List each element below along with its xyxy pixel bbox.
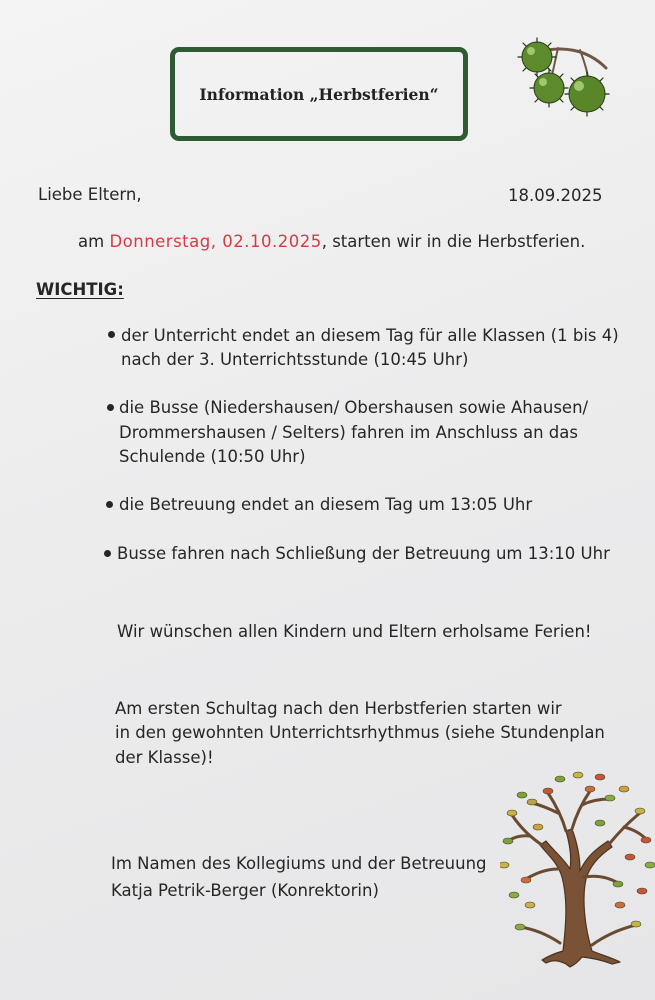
signature-author: Katja Petrik-Berger (Konrektorin) [111, 881, 379, 900]
closing-line: der Klasse)! [115, 748, 214, 767]
important-label: WICHTIG: [36, 280, 124, 299]
bullet-line: Busse fahren nach Schließung der Betreuung um 13:10 Uhr [117, 544, 610, 563]
holiday-wish: Wir wünschen allen Kindern und Eltern erholsame Ferien! [117, 622, 592, 641]
bullet-dot [106, 501, 113, 508]
intro-suffix: , starten wir in die Herbstferien. [321, 232, 586, 251]
letter-date: 18.09.2025 [508, 186, 603, 205]
signature-line: Im Namen des Kollegiums und der Betreuung [111, 854, 487, 873]
bullet-dot [104, 550, 111, 557]
intro-line [78, 230, 585, 253]
bullet-line: Schulende (10:50 Uhr) [119, 447, 306, 466]
bullet-line: die Betreuung endet an diesem Tag um 13:05 Uhr [119, 495, 533, 514]
bullet-line: nach der 3. Unterrichtsstunde (10:45 Uhr) [121, 350, 469, 369]
bullet-line: der Unterricht endet an diesem Tag für alle Klassen (1 bis 4) [121, 326, 619, 345]
holiday-start-date: Donnerstag, 02.10.2025 [109, 232, 322, 251]
bullet-dot [107, 404, 114, 411]
greeting: Liebe Eltern, [38, 185, 142, 204]
closing-line: Am ersten Schultag nach den Herbstferien starten wir [115, 699, 562, 718]
intro-prefix: am [78, 232, 110, 251]
chestnut-branch-icon [506, 36, 612, 118]
closing-line: in den gewohnten Unterrichtsrhythmus (siehe Stundenplan [115, 723, 605, 742]
bullet-line: die Busse (Niedershausen/ Obershausen sowie Ahausen/ [119, 398, 589, 417]
page-title: Information „Herbstferien“ [199, 84, 439, 104]
title-box [170, 47, 468, 141]
autumn-tree-icon [500, 765, 655, 970]
bullet-line: Drommershausen / Selters) fahren im Anschluss an das [119, 423, 578, 442]
bullet-dot [108, 331, 115, 338]
